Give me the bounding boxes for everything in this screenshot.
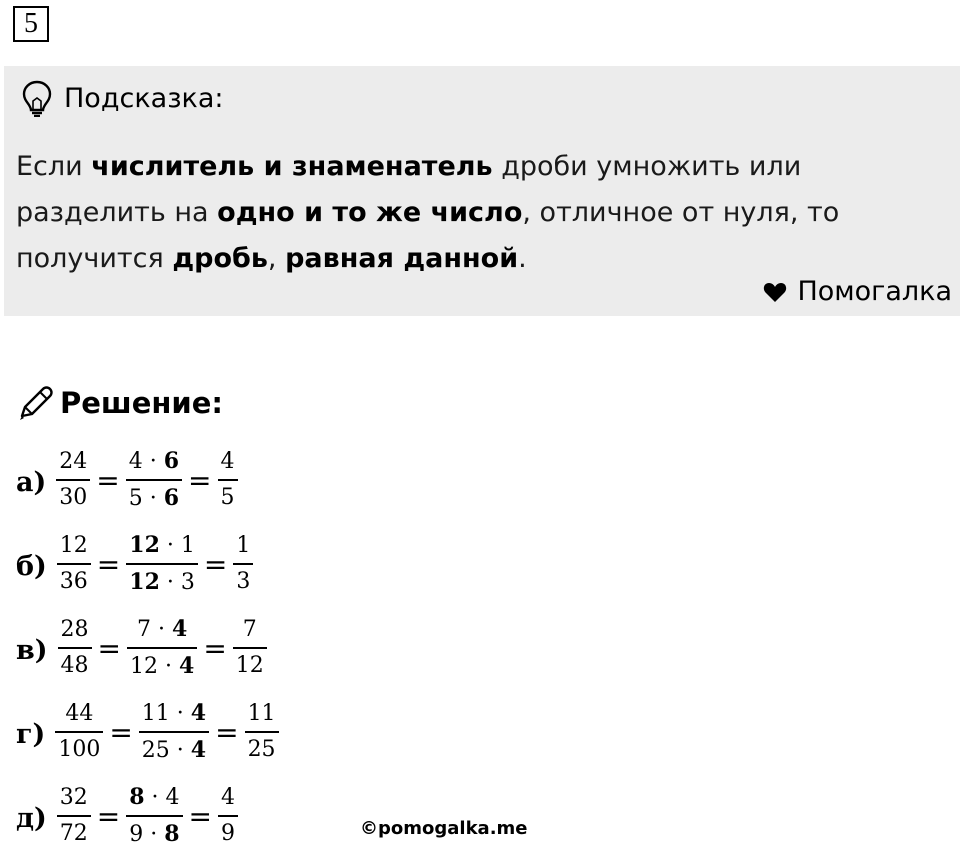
solution-header xyxy=(16,384,223,422)
hint-box xyxy=(4,66,960,316)
equals-sign: = xyxy=(96,799,121,833)
solution-row xyxy=(16,530,257,598)
fraction: $\frac{32}{72}$ xyxy=(57,783,91,849)
fraction: $\frac{11}{25}$ xyxy=(245,699,279,765)
equals-sign: = xyxy=(97,631,122,665)
row-label: д) xyxy=(16,802,47,834)
brand-name: Помогалка xyxy=(797,276,952,307)
row-label: а) xyxy=(16,466,47,498)
heart-icon xyxy=(763,281,787,303)
equals-sign: = xyxy=(203,547,228,581)
fraction: $\frac{7}{12}$ xyxy=(233,615,267,681)
brand-signature xyxy=(763,276,952,307)
equals-sign: = xyxy=(203,631,227,665)
row-label: г) xyxy=(16,718,46,750)
equals-sign: = xyxy=(96,463,120,497)
solution-row xyxy=(16,698,283,766)
fraction: $\frac{44}{100}$ xyxy=(55,699,103,765)
fraction: $\frac{11 \cdot 4}{25 \cdot 4}$ xyxy=(139,698,209,766)
equals-sign: = xyxy=(215,715,239,749)
equals-sign: = xyxy=(109,715,133,749)
fraction: $\frac{4}{9}$ xyxy=(218,783,238,849)
row-label: в) xyxy=(16,634,48,666)
hint-text xyxy=(16,144,916,282)
equals-sign: = xyxy=(188,799,213,833)
lightbulb-icon xyxy=(20,79,54,117)
solution-title: Решение: xyxy=(60,386,224,420)
fraction: $\frac{28}{48}$ xyxy=(58,615,92,681)
fraction: $\frac{4 \cdot 6}{5 \cdot 6}$ xyxy=(126,446,182,514)
fraction: $\frac{12}{36}$ xyxy=(57,531,91,597)
hint-title: Подсказка: xyxy=(64,82,224,114)
solution-row xyxy=(16,782,242,850)
fraction: $\frac{8 \cdot 4}{9 \cdot 8}$ xyxy=(126,782,182,850)
hint-line: Если числитель и знаменатель дроби умножить или xyxy=(16,151,802,182)
fraction: $\frac{7 \cdot 4}{12 \cdot 4}$ xyxy=(127,614,197,682)
row-label: б) xyxy=(16,550,47,582)
equals-sign: = xyxy=(188,463,212,497)
hint-line: получится дробь, равная данной. xyxy=(16,243,527,274)
fraction: $\frac{1}{3}$ xyxy=(233,531,253,597)
fraction: $\frac{24}{30}$ xyxy=(56,447,90,513)
hint-line: разделить на одно и то же число, отличное от нуля, то xyxy=(16,197,840,228)
solution-row xyxy=(16,446,242,514)
fraction: $\frac{12 \cdot 1}{12 \cdot 3}$ xyxy=(126,530,198,598)
solution-row xyxy=(16,614,271,682)
task-number: 5 xyxy=(13,6,49,42)
copyright: ©pomogalka.me xyxy=(360,818,528,839)
pencil-icon xyxy=(16,384,54,422)
hint-header xyxy=(20,78,224,118)
equals-sign: = xyxy=(96,547,121,581)
fraction: $\frac{4}{5}$ xyxy=(218,447,238,513)
